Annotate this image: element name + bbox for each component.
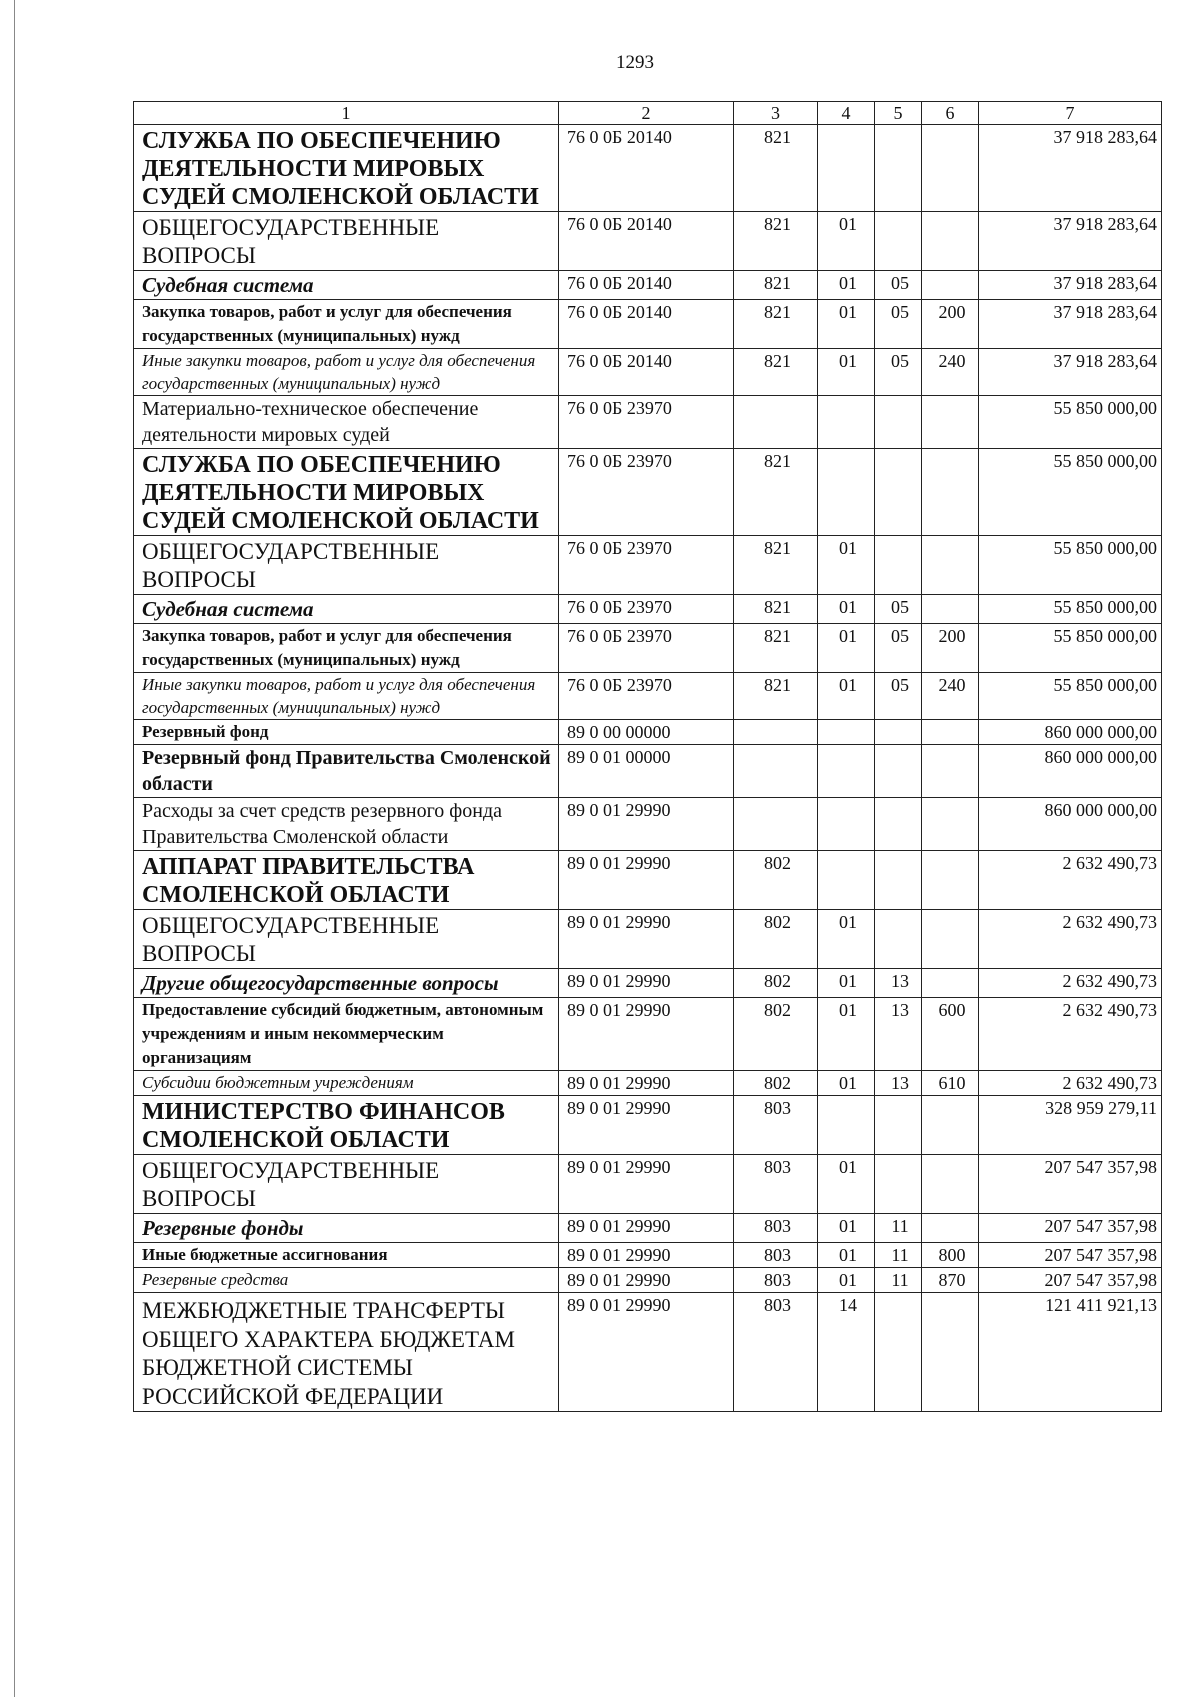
row-col6-cell: 240 xyxy=(922,349,979,396)
row-name-cell: МИНИСТЕРСТВО ФИНАНСОВ СМОЛЕНСКОЙ ОБЛАСТИ xyxy=(134,1096,559,1155)
row-name-cell: Резервный фонд xyxy=(134,720,559,745)
row-col6-cell xyxy=(922,1155,979,1214)
row-code-cell: 89 0 01 29990 xyxy=(559,1096,734,1155)
table-row xyxy=(134,1096,1162,1155)
row-col6-cell: 800 xyxy=(922,1243,979,1268)
row-col5-cell xyxy=(875,720,922,745)
row-code-cell: 76 0 0Б 20140 xyxy=(559,212,734,271)
row-name-cell: Иные закупки товаров, работ и услуг для обеспечения государственных (муниципальных) нужд xyxy=(134,349,559,396)
row-name-cell: Резервные средства xyxy=(134,1268,559,1293)
table-row xyxy=(134,1071,1162,1096)
row-code-cell: 89 0 01 29990 xyxy=(559,1293,734,1412)
row-name-cell: Закупка товаров, работ и услуг для обеспечения государственных (муниципальных) нужд xyxy=(134,624,559,673)
table-row xyxy=(134,1268,1162,1293)
row-col4-cell: 01 xyxy=(818,624,875,673)
row-col3-cell: 803 xyxy=(734,1096,818,1155)
row-col3-cell: 803 xyxy=(734,1293,818,1412)
row-col5-cell xyxy=(875,1096,922,1155)
row-amount-cell: 2 632 490,73 xyxy=(979,1071,1162,1096)
row-col5-cell xyxy=(875,125,922,212)
table-row xyxy=(134,212,1162,271)
row-col3-cell: 803 xyxy=(734,1214,818,1243)
row-col6-cell: 200 xyxy=(922,300,979,349)
row-col4-cell: 01 xyxy=(818,536,875,595)
row-col3-cell: 803 xyxy=(734,1243,818,1268)
table-row xyxy=(134,720,1162,745)
header-col-5: 5 xyxy=(875,102,922,125)
row-code-cell: 76 0 0Б 20140 xyxy=(559,349,734,396)
row-code-cell: 89 0 01 29990 xyxy=(559,998,734,1071)
row-amount-cell: 37 918 283,64 xyxy=(979,300,1162,349)
row-col6-cell: 610 xyxy=(922,1071,979,1096)
row-col4-cell xyxy=(818,851,875,910)
row-col3-cell: 821 xyxy=(734,349,818,396)
row-amount-cell: 37 918 283,64 xyxy=(979,125,1162,212)
row-col3-cell xyxy=(734,396,818,449)
row-col3-cell: 802 xyxy=(734,910,818,969)
row-name-cell: Иные закупки товаров, работ и услуг для обеспечения государственных (муниципальных) нужд xyxy=(134,673,559,720)
row-col5-cell xyxy=(875,851,922,910)
row-col5-cell: 05 xyxy=(875,271,922,300)
row-name-cell: Судебная система xyxy=(134,595,559,624)
row-code-cell: 76 0 0Б 23970 xyxy=(559,673,734,720)
row-col4-cell xyxy=(818,720,875,745)
row-code-cell: 76 0 0Б 23970 xyxy=(559,536,734,595)
row-code-cell: 76 0 0Б 23970 xyxy=(559,449,734,536)
row-amount-cell: 37 918 283,64 xyxy=(979,212,1162,271)
row-col5-cell: 05 xyxy=(875,624,922,673)
table-row xyxy=(134,1243,1162,1268)
row-col3-cell xyxy=(734,720,818,745)
row-amount-cell: 2 632 490,73 xyxy=(979,998,1162,1071)
table-row xyxy=(134,1214,1162,1243)
row-amount-cell: 860 000 000,00 xyxy=(979,745,1162,798)
row-name-cell: Другие общегосударственные вопросы xyxy=(134,969,559,998)
row-amount-cell: 121 411 921,13 xyxy=(979,1293,1162,1412)
row-col6-cell xyxy=(922,1096,979,1155)
row-col5-cell xyxy=(875,910,922,969)
row-amount-cell: 207 547 357,98 xyxy=(979,1214,1162,1243)
row-col5-cell: 13 xyxy=(875,969,922,998)
row-col4-cell: 01 xyxy=(818,1268,875,1293)
row-code-cell: 76 0 0Б 20140 xyxy=(559,125,734,212)
row-amount-cell: 860 000 000,00 xyxy=(979,798,1162,851)
row-name-cell: Иные бюджетные ассигнования xyxy=(134,1243,559,1268)
header-col-4: 4 xyxy=(818,102,875,125)
row-col6-cell xyxy=(922,1293,979,1412)
table-row xyxy=(134,125,1162,212)
row-code-cell: 76 0 0Б 20140 xyxy=(559,300,734,349)
row-col4-cell xyxy=(818,449,875,536)
row-col3-cell: 803 xyxy=(734,1155,818,1214)
table-row xyxy=(134,998,1162,1071)
row-col5-cell: 05 xyxy=(875,349,922,396)
row-col3-cell: 802 xyxy=(734,851,818,910)
table-row xyxy=(134,798,1162,851)
scan-edge-line xyxy=(14,0,15,1697)
row-code-cell: 89 0 01 29990 xyxy=(559,1155,734,1214)
row-col5-cell xyxy=(875,1155,922,1214)
row-col4-cell: 01 xyxy=(818,1071,875,1096)
row-col3-cell xyxy=(734,798,818,851)
row-name-cell: СЛУЖБА ПО ОБЕСПЕЧЕНИЮ ДЕЯТЕЛЬНОСТИ МИРОВЫХ СУДЕЙ СМОЛЕНСКОЙ ОБЛАСТИ xyxy=(134,125,559,212)
row-col3-cell: 802 xyxy=(734,1071,818,1096)
row-amount-cell: 207 547 357,98 xyxy=(979,1268,1162,1293)
row-col5-cell: 11 xyxy=(875,1214,922,1243)
row-col5-cell xyxy=(875,798,922,851)
row-col3-cell: 821 xyxy=(734,212,818,271)
row-col3-cell: 821 xyxy=(734,624,818,673)
row-col3-cell: 803 xyxy=(734,1268,818,1293)
header-col-6: 6 xyxy=(922,102,979,125)
row-col4-cell xyxy=(818,125,875,212)
header-col-3: 3 xyxy=(734,102,818,125)
row-col6-cell: 240 xyxy=(922,673,979,720)
table-row xyxy=(134,745,1162,798)
row-code-cell: 89 0 01 29990 xyxy=(559,798,734,851)
row-code-cell: 89 0 01 29990 xyxy=(559,1214,734,1243)
row-name-cell: МЕЖБЮДЖЕТНЫЕ ТРАНСФЕРТЫ ОБЩЕГО ХАРАКТЕРА БЮДЖЕТАМ БЮДЖЕТНОЙ СИСТЕМЫ РОССИЙСКОЙ ФЕДЕРАЦИИ xyxy=(134,1293,559,1412)
table-header-row xyxy=(134,102,1162,125)
row-amount-cell: 207 547 357,98 xyxy=(979,1243,1162,1268)
row-col6-cell xyxy=(922,125,979,212)
row-col5-cell: 05 xyxy=(875,300,922,349)
row-col5-cell: 11 xyxy=(875,1243,922,1268)
row-col4-cell xyxy=(818,396,875,449)
row-col6-cell: 200 xyxy=(922,624,979,673)
row-col5-cell xyxy=(875,212,922,271)
row-col5-cell: 13 xyxy=(875,1071,922,1096)
row-col4-cell: 01 xyxy=(818,1243,875,1268)
row-code-cell: 76 0 0Б 23970 xyxy=(559,396,734,449)
row-col3-cell: 821 xyxy=(734,595,818,624)
row-col6-cell xyxy=(922,745,979,798)
row-col4-cell: 01 xyxy=(818,1214,875,1243)
row-col5-cell: 05 xyxy=(875,673,922,720)
row-amount-cell: 207 547 357,98 xyxy=(979,1155,1162,1214)
row-col4-cell: 01 xyxy=(818,969,875,998)
row-col6-cell xyxy=(922,396,979,449)
row-name-cell: Резервный фонд Правительства Смоленской области xyxy=(134,745,559,798)
row-code-cell: 89 0 01 29990 xyxy=(559,910,734,969)
row-amount-cell: 37 918 283,64 xyxy=(979,271,1162,300)
row-col5-cell: 13 xyxy=(875,998,922,1071)
row-col4-cell: 01 xyxy=(818,910,875,969)
row-col6-cell xyxy=(922,449,979,536)
table-row xyxy=(134,300,1162,349)
row-col6-cell xyxy=(922,536,979,595)
row-col3-cell: 821 xyxy=(734,300,818,349)
header-col-7: 7 xyxy=(979,102,1162,125)
row-col3-cell: 821 xyxy=(734,271,818,300)
row-col4-cell: 01 xyxy=(818,1155,875,1214)
row-amount-cell: 55 850 000,00 xyxy=(979,624,1162,673)
table-row xyxy=(134,851,1162,910)
table-row xyxy=(134,969,1162,998)
row-col5-cell xyxy=(875,396,922,449)
row-col4-cell xyxy=(818,798,875,851)
row-col3-cell: 821 xyxy=(734,125,818,212)
row-amount-cell: 55 850 000,00 xyxy=(979,536,1162,595)
row-amount-cell: 2 632 490,73 xyxy=(979,969,1162,998)
row-col4-cell xyxy=(818,745,875,798)
row-code-cell: 76 0 0Б 23970 xyxy=(559,595,734,624)
row-amount-cell: 55 850 000,00 xyxy=(979,396,1162,449)
row-name-cell: ОБЩЕГОСУДАРСТВЕННЫЕ ВОПРОСЫ xyxy=(134,910,559,969)
row-col6-cell xyxy=(922,969,979,998)
row-col5-cell: 11 xyxy=(875,1268,922,1293)
row-col4-cell: 01 xyxy=(818,271,875,300)
table-row xyxy=(134,1293,1162,1412)
row-col6-cell: 600 xyxy=(922,998,979,1071)
table-row xyxy=(134,349,1162,396)
table-row xyxy=(134,449,1162,536)
row-name-cell: СЛУЖБА ПО ОБЕСПЕЧЕНИЮ ДЕЯТЕЛЬНОСТИ МИРОВЫХ СУДЕЙ СМОЛЕНСКОЙ ОБЛАСТИ xyxy=(134,449,559,536)
row-amount-cell: 2 632 490,73 xyxy=(979,910,1162,969)
row-code-cell: 89 0 01 29990 xyxy=(559,969,734,998)
row-code-cell: 76 0 0Б 23970 xyxy=(559,624,734,673)
row-col6-cell xyxy=(922,595,979,624)
row-code-cell: 89 0 01 29990 xyxy=(559,1268,734,1293)
row-code-cell: 89 0 01 29990 xyxy=(559,1071,734,1096)
header-col-2: 2 xyxy=(559,102,734,125)
row-name-cell: Закупка товаров, работ и услуг для обеспечения государственных (муниципальных) нужд xyxy=(134,300,559,349)
row-amount-cell: 55 850 000,00 xyxy=(979,673,1162,720)
row-amount-cell: 860 000 000,00 xyxy=(979,720,1162,745)
row-col3-cell: 802 xyxy=(734,998,818,1071)
row-col4-cell: 14 xyxy=(818,1293,875,1412)
row-col4-cell xyxy=(818,1096,875,1155)
row-amount-cell: 55 850 000,00 xyxy=(979,449,1162,536)
row-col6-cell xyxy=(922,212,979,271)
row-name-cell: Субсидии бюджетным учреждениям xyxy=(134,1071,559,1096)
row-col6-cell xyxy=(922,1214,979,1243)
row-col4-cell: 01 xyxy=(818,349,875,396)
row-col6-cell xyxy=(922,798,979,851)
table-row xyxy=(134,271,1162,300)
row-col6-cell xyxy=(922,720,979,745)
row-col3-cell: 821 xyxy=(734,536,818,595)
row-col5-cell xyxy=(875,536,922,595)
row-col5-cell xyxy=(875,1293,922,1412)
row-col6-cell: 870 xyxy=(922,1268,979,1293)
row-col3-cell xyxy=(734,745,818,798)
row-name-cell: Материально-техническое обеспечение деятельности мировых судей xyxy=(134,396,559,449)
row-name-cell: Расходы за счет средств резервного фонда Правительства Смоленской области xyxy=(134,798,559,851)
table-row xyxy=(134,673,1162,720)
row-code-cell: 89 0 01 29990 xyxy=(559,1243,734,1268)
row-amount-cell: 328 959 279,11 xyxy=(979,1096,1162,1155)
row-col4-cell: 01 xyxy=(818,595,875,624)
row-col6-cell xyxy=(922,910,979,969)
row-col4-cell: 01 xyxy=(818,673,875,720)
row-col4-cell: 01 xyxy=(818,212,875,271)
budget-table xyxy=(133,101,1162,1412)
row-name-cell: Резервные фонды xyxy=(134,1214,559,1243)
table-row xyxy=(134,595,1162,624)
row-amount-cell: 2 632 490,73 xyxy=(979,851,1162,910)
header-col-1: 1 xyxy=(134,102,559,125)
row-col4-cell: 01 xyxy=(818,998,875,1071)
row-name-cell: ОБЩЕГОСУДАРСТВЕННЫЕ ВОПРОСЫ xyxy=(134,536,559,595)
row-name-cell: ОБЩЕГОСУДАРСТВЕННЫЕ ВОПРОСЫ xyxy=(134,212,559,271)
row-col5-cell: 05 xyxy=(875,595,922,624)
row-code-cell: 89 0 00 00000 xyxy=(559,720,734,745)
row-name-cell: Судебная система xyxy=(134,271,559,300)
row-col3-cell: 802 xyxy=(734,969,818,998)
row-name-cell: Предоставление субсидий бюджетным, автономным учреждениям и иным некоммерческим организациям xyxy=(134,998,559,1071)
row-col3-cell: 821 xyxy=(734,673,818,720)
row-amount-cell: 37 918 283,64 xyxy=(979,349,1162,396)
row-col5-cell xyxy=(875,745,922,798)
table-row xyxy=(134,624,1162,673)
row-col6-cell xyxy=(922,851,979,910)
table-row xyxy=(134,396,1162,449)
row-code-cell: 89 0 01 00000 xyxy=(559,745,734,798)
row-col5-cell xyxy=(875,449,922,536)
row-amount-cell: 55 850 000,00 xyxy=(979,595,1162,624)
row-code-cell: 89 0 01 29990 xyxy=(559,851,734,910)
table-row xyxy=(134,536,1162,595)
row-name-cell: ОБЩЕГОСУДАРСТВЕННЫЕ ВОПРОСЫ xyxy=(134,1155,559,1214)
row-col3-cell: 821 xyxy=(734,449,818,536)
table-row xyxy=(134,1155,1162,1214)
table-row xyxy=(134,910,1162,969)
row-name-cell: АППАРАТ ПРАВИТЕЛЬСТВА СМОЛЕНСКОЙ ОБЛАСТИ xyxy=(134,851,559,910)
row-code-cell: 76 0 0Б 20140 xyxy=(559,271,734,300)
row-col4-cell: 01 xyxy=(818,300,875,349)
page-number: 1293 xyxy=(616,52,654,73)
row-col6-cell xyxy=(922,271,979,300)
